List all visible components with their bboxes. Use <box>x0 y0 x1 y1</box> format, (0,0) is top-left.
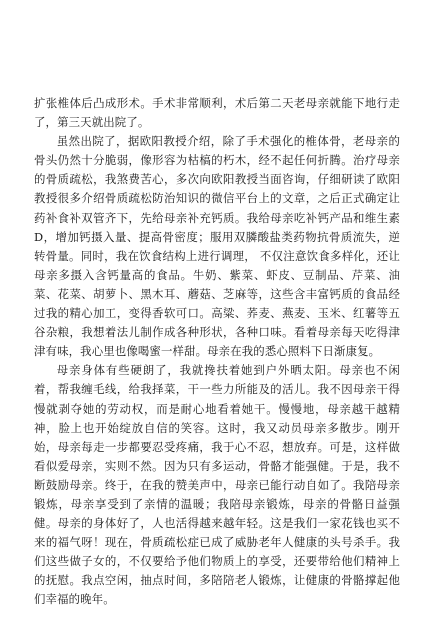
paragraph-2: 虽然出院了，据欧阳教授介绍，除了手术强化的椎体骨，老母亲的骨头仍然十分脆弱，像形容为枯槁的朽木，经不起任何折腾。治疗母亲的骨质疏松，我煞费苦心，多次向欧阳教授当面咨询，仔细研读了欧阳教授很多介绍骨质疏松防治知识的微信平台上的文章，之后正式确定让药补食补双管齐下，先给母亲补充钙质。我给母亲吃补钙产品和维生素D，增加钙摄入量、提高骨密度；服用双膦酸盐类药物抗骨质流失，逆转骨量。同时，我在饮食结构上进行调理， 不仅注意饮食多样化，还让母亲多摄入含钙量高的食品。牛奶、紫菜、虾皮、豆制品、芹菜、油菜、花菜、胡萝卜、黑木耳、蘑菇、芝麻等，这些含丰富钙质的食品经过我的精心加工，变得香软可口。高粱、荞麦、燕麦、玉米、红薯等五谷杂粮，我想着法儿制作成各种形状，各种口味。看着母亲每天吃得津津有味，我心里也像喝蜜一样甜。母亲在我的悉心照料下日渐康复。 <box>34 134 400 359</box>
paragraph-1: 扩张椎体后凸成形术。手术非常顺利，术后第二天老母亲就能下地行走了，第三天就出院了。 <box>34 96 400 130</box>
paragraph-3: 母亲身体有些硬朗了，我就搀扶着她到户外晒太阳。母亲也不闲着，帮我缠毛线，给我择菜，干一些力所能及的活儿。我不因母亲干得慢就剥夺她的劳动权，而是耐心地看着她干。慢慢地，母亲越干越精神，脸上也开始绽放自信的笑容。这时，我又动员母亲多散步。刚开始，母亲每走一步都要忍受疼痛，我于心不忍，想放弃。可是，这样做看似爱母亲，实则不然。因为只有多运动，骨骼才能强健。于是，我不断鼓励母亲。终于，在我的赞美声中，母亲已能行动自如了。我陪母亲锻炼，母亲享受到了亲情的温暖；我陪母亲锻炼，母亲的骨骼日益强健。母亲的身体好了，人也活得越来越年轻。这是我们一家花钱也买不来的福气呀！现在，骨质疏松症已成了威胁老年人健康的头号杀手。我们这些做子女的，不仅要给予他们物质上的享受，还要带给他们精神上的抚慰。我点空闲，抽点时间，多陪陪老人锻炼，让健康的骨骼撑起他们幸福的晚年。 <box>34 363 400 607</box>
